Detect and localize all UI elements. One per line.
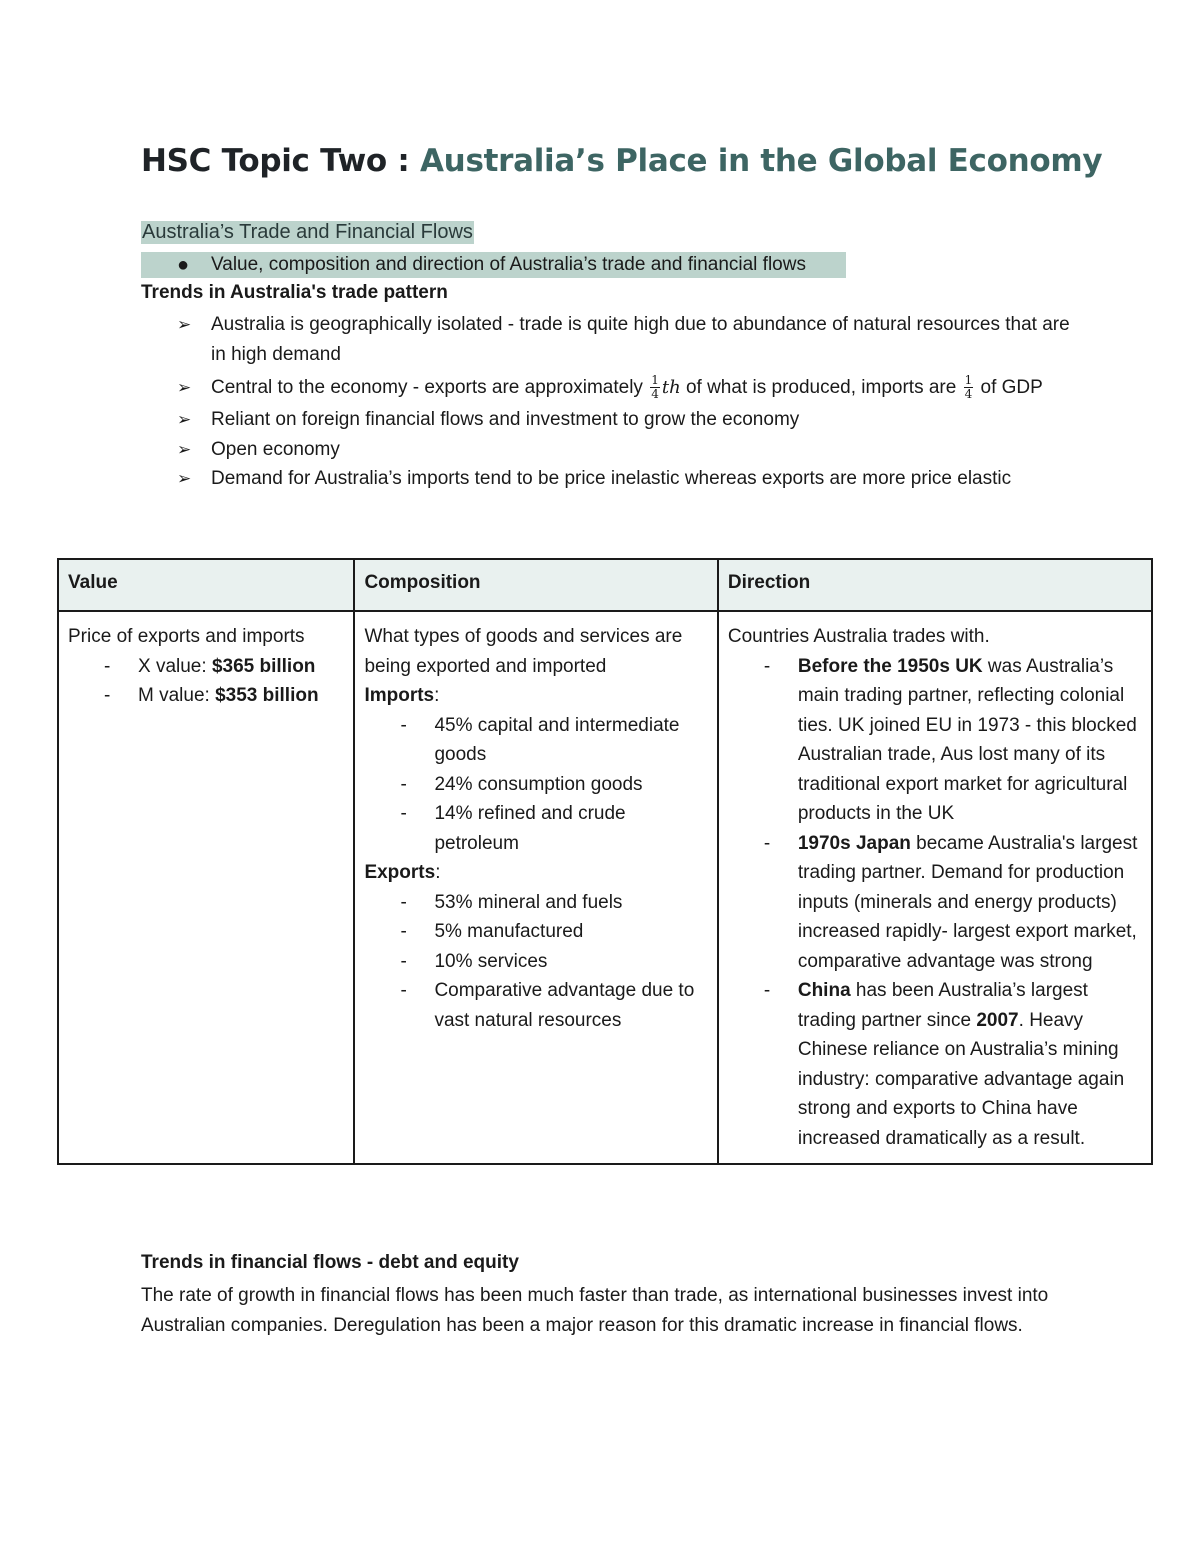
- title-prefix: HSC Topic Two :: [141, 143, 420, 179]
- trade-trends-list: [141, 310, 1081, 494]
- dash-bullet: -: [400, 773, 407, 795]
- list-item: [728, 829, 1142, 977]
- financial-trends-heading: Trends in financial flows - debt and equity: [141, 1252, 519, 1273]
- arrow-bullet-icon: ➢: [177, 439, 192, 459]
- imports-list: [364, 711, 707, 859]
- list-item-text: . Heavy Chinese reliance on Australia’s mining industry: comparative advantage again strong and exports to China have increased dramatically as a result.: [797, 1009, 1125, 1149]
- table-header-row: [58, 559, 1152, 611]
- list-item-text: Central to the economy - exports are approximately: [211, 377, 649, 398]
- direction-intro: Countries Australia trades with.: [727, 626, 990, 647]
- list-item: [141, 435, 1081, 465]
- trade-trends-heading: Trends in Australia's trade pattern: [141, 282, 448, 303]
- exports-list: [364, 888, 707, 1036]
- dash-bullet: -: [763, 655, 771, 677]
- list-item-text: of what is produced, imports are: [680, 377, 962, 398]
- title-accent: Australia’s Place in the Global Economy: [419, 143, 1103, 179]
- bullet-icon: ●: [177, 254, 190, 276]
- bullet-text: Value, composition and direction of Australia’s trade and financial flows: [211, 254, 806, 275]
- dash-bullet: -: [400, 921, 407, 942]
- dash-bullet: -: [400, 714, 407, 736]
- imports-label: Imports: [364, 685, 435, 706]
- list-item-text: 14% refined and crude petroleum: [434, 803, 626, 854]
- math-suffix: th: [661, 377, 681, 398]
- arrow-bullet-icon: ➢: [177, 469, 192, 488]
- list-item-bold: 1970s Japan: [797, 832, 911, 854]
- list-item-bold: Before the 1950s UK: [797, 655, 983, 677]
- m-value: $353 billion: [215, 685, 319, 706]
- list-item: [364, 888, 707, 918]
- value-cell: [58, 611, 354, 1164]
- header-direction: Direction: [718, 559, 1152, 611]
- section-heading: Australia’s Trade and Financial Flows: [142, 221, 473, 243]
- list-item-text: Comparative advantage due to vast natural resources: [434, 980, 695, 1031]
- list-item: [364, 947, 707, 977]
- list-item: [364, 770, 707, 800]
- list-item: [141, 310, 1081, 369]
- list-item-text: 53% mineral and fuels: [434, 891, 623, 913]
- arrow-bullet-icon: ➢: [177, 315, 192, 334]
- header-value: Value: [58, 559, 354, 611]
- exports-heading: Exports:: [364, 862, 441, 883]
- list-item: [364, 976, 707, 1035]
- list-item: [364, 711, 707, 770]
- dash-bullet: -: [763, 980, 771, 1001]
- list-item-text: Reliant on foreign financial flows and investment to grow the economy: [211, 409, 800, 430]
- dash-bullet: -: [104, 685, 111, 706]
- list-item: [141, 464, 1081, 494]
- composition-cell: [354, 611, 717, 1164]
- list-item: [68, 681, 344, 711]
- highlighted-bullet: [141, 252, 846, 278]
- arrow-bullet-icon: ➢: [177, 378, 192, 397]
- fraction-numerator: 1: [964, 373, 973, 388]
- value-list: [68, 652, 344, 711]
- dash-bullet: -: [763, 832, 771, 854]
- page-title: [141, 143, 1102, 179]
- dash-bullet: -: [400, 891, 407, 913]
- fraction: [964, 374, 974, 401]
- list-item-text: was Australia’s main trading partner, reflecting colonial ties. UK joined EU in 1973 - this blocked Australian trade, Aus lost many of its traditional export market for agricultural products in the UK: [797, 655, 1137, 824]
- list-item-bold: China: [797, 980, 851, 1001]
- list-item: [728, 976, 1142, 1153]
- x-label: X value:: [138, 655, 212, 677]
- direction-list: [728, 652, 1142, 1154]
- trade-table: [57, 558, 1153, 1165]
- x-value: $365 billion: [211, 655, 316, 677]
- list-item-text: of GDP: [975, 377, 1043, 398]
- fraction-numerator: 1: [651, 373, 659, 388]
- fraction: [650, 374, 660, 401]
- header-composition: Composition: [354, 559, 717, 611]
- list-item-text: 45% capital and intermediate goods: [434, 714, 680, 765]
- exports-label: Exports: [364, 862, 436, 883]
- fraction-denominator: 4: [651, 387, 659, 402]
- list-item-text: Demand for Australia’s imports tend to be price inelastic whereas exports are more price elastic: [211, 468, 1012, 489]
- financial-trends-paragraph: The rate of growth in financial flows has been much faster than trade, as international businesses invest into Australian companies. Deregulation has been a major reason for this dramatic increase in financial flows.: [141, 1285, 1049, 1336]
- table-row: [58, 611, 1152, 1164]
- fraction-denominator: 4: [964, 387, 973, 402]
- composition-intro: What types of goods and services are being exported and imported: [364, 626, 683, 677]
- list-item-text: became Australia's largest trading partner. Demand for production inputs (minerals and energy products) increased rapidly- largest export market, comparative advantage was strong: [797, 832, 1138, 972]
- list-item-text: Open economy: [211, 438, 340, 460]
- imports-heading: Imports:: [364, 685, 440, 706]
- value-intro: Price of exports and imports: [68, 626, 305, 647]
- list-item-text: has been Australia’s largest trading partner since: [797, 980, 1088, 1031]
- dash-bullet: -: [400, 803, 407, 824]
- list-item: [141, 371, 1081, 405]
- list-item: [364, 799, 707, 858]
- list-item-text: 5% manufactured: [434, 921, 584, 942]
- list-item: [728, 652, 1142, 829]
- list-item-text: 24% consumption goods: [434, 773, 643, 795]
- list-item-text: 10% services: [434, 950, 548, 972]
- dash-bullet: -: [400, 980, 407, 1001]
- list-item: [364, 917, 707, 947]
- dash-bullet: -: [400, 950, 407, 972]
- dash-bullet: -: [104, 655, 111, 677]
- list-item-text: Australia is geographically isolated - trade is quite high due to abundance of natural resources that are in high demand: [211, 314, 1070, 365]
- m-label: M value:: [138, 685, 216, 706]
- arrow-bullet-icon: ➢: [177, 410, 192, 429]
- list-item-bold: 2007: [976, 1009, 1019, 1031]
- direction-cell: [718, 611, 1152, 1164]
- list-item: [68, 652, 344, 682]
- list-item: [141, 405, 1081, 435]
